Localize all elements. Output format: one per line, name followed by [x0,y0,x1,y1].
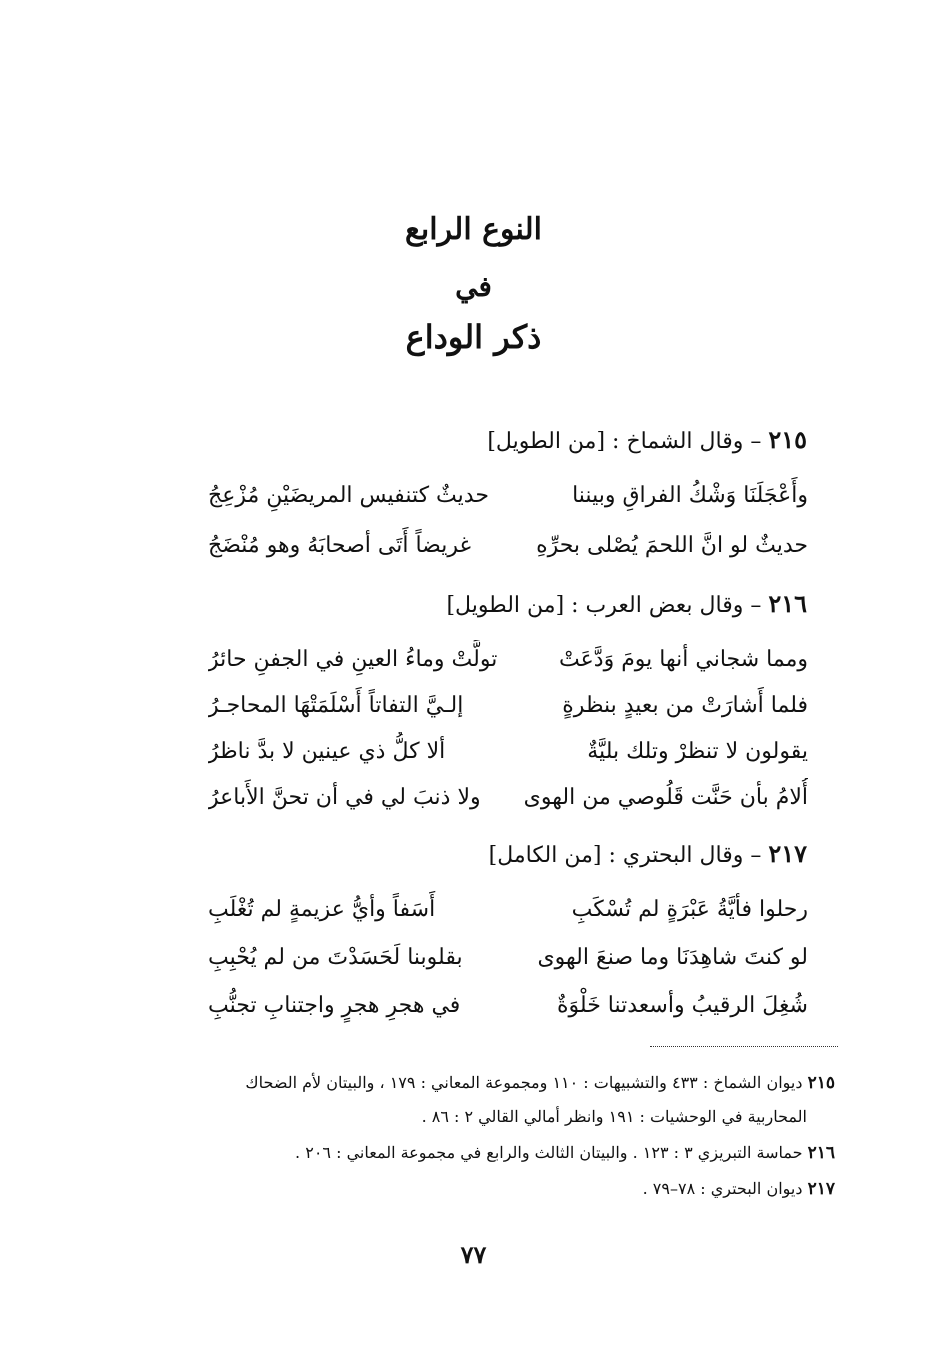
verse-second-hemistich: حديثٌ كتنفيس المريضَيْنِ مُزْعِجُ [208,483,489,508]
poem-attribution: – وقال البحتري : [601,843,769,868]
poem-attribution: – وقال بعض العرب : [564,593,769,618]
footnote-text: المحاربية في الوحشيات : ١٩١ وانظر أمالي القالي ٢ : ٨٦ . [421,1107,807,1126]
footnote [155,1138,835,1168]
verse-line [208,526,808,566]
verse-second-hemistich: غريضاً أَتَى أصحابَهُ وهو مُنْضَجُ [208,533,472,558]
verse-first-hemistich: شُغِلَ الرقيبُ وأسعدتنا خَلْوَةٌ [557,993,808,1018]
verse-first-hemistich: ومما شجاني أنها يومَ وَدَّعَتْ [559,647,808,672]
footnote-number: ٢١٦ [807,1143,835,1163]
verse-line [208,890,808,930]
verse-first-hemistich: وأَعْجَلَنَا وَشْكُ الفراقِ وبيننا [572,483,808,508]
verse-line [208,938,808,978]
verse-first-hemistich: يقولون لا تنظرْ وتلك بليَّةٌ [587,739,808,764]
verse-second-hemistich: ألا كلُّ ذي عينين لا بدَّ ناظرُ [208,739,446,764]
footnote-text: ديوان البحتري : ٧٨–٧٩ . [642,1179,808,1198]
footnote-continuation [127,1102,807,1132]
chapter-subtitle: ذكر الوداع [405,318,542,356]
verse-line [208,476,808,516]
page-number: ٧٧ [460,1240,487,1269]
verse-first-hemistich: حديثٌ لو انَّ اللحمَ يُصْلى بحرِّهِ [536,533,808,558]
poem-number: ٢١٧ [768,839,807,868]
poem-meter: [من الطويل] [487,429,606,454]
verse-line [208,732,808,772]
chapter-title: النوع الرابع [404,212,543,247]
verse-second-hemistich: ولا ذنبَ لي في أن تحنَّ الأَباعرُ [208,785,481,810]
verse-first-hemistich: أُلامُ بأن حَنَّت قَلُوصي من الهوى [523,785,808,810]
chapter-title-connector: في [455,270,492,303]
poem-heading [137,420,807,462]
poem-number: ٢١٥ [768,425,807,454]
footnote-number: ٢١٥ [807,1073,835,1093]
poem-number: ٢١٦ [768,589,807,618]
poem-heading [137,584,807,626]
verse-line [208,986,808,1026]
footnote-text: حماسة التبريزي ٣ : ١٢٣ . والبيتان الثالث والرابع في مجموعة المعاني : ٢٠٦ . [295,1143,808,1162]
footnote [155,1174,835,1204]
poem-attribution: – وقال الشماخ : [605,429,769,454]
poem-heading [137,834,807,876]
poem-meter: [من الطويل] [446,593,565,618]
verse-second-hemistich: في هجرِ هجرٍ واجتنابِ تجنُّبِ [208,993,461,1018]
verse-line [208,686,808,726]
verse-first-hemistich: فلما أَشارَتْ من بعيدٍ بنظرةٍ [562,693,808,718]
footnote [155,1068,835,1098]
verse-second-hemistich: بقلوبنا لَحَسَدْتَ من لم يُحْبِبِ [208,945,463,970]
verse-second-hemistich: أَسَفاً وأيُّ عزيمةٍ لم تُغْلَبِ [208,897,436,922]
verse-second-hemistich: تولَّتْ وماءُ العينِ في الجفنِ حائرُ [208,647,498,672]
verse-first-hemistich: لو كنتَ شاهِدَنَا وما صنعَ الهوى [537,945,808,970]
verse-second-hemistich: إلـيَّ التفاتاً أَسْلَمَتْهَا المحاجـرُ [208,693,464,718]
verse-first-hemistich: رحلوا فأيَّةُ عَبْرَةٍ لم تُسْكَبِ [571,897,808,922]
footnote-text: ديوان الشماخ : ٤٣٣ والتشبيهات : ١١٠ ومجموعة المعاني : ١٧٩ ، والبيتان لأم الضحاك [245,1073,808,1092]
verse-line [208,778,808,818]
footnote-divider [650,1046,838,1047]
verse-line [208,640,808,680]
poem-meter: [من الكامل] [488,843,602,868]
footnote-number: ٢١٧ [807,1179,835,1199]
